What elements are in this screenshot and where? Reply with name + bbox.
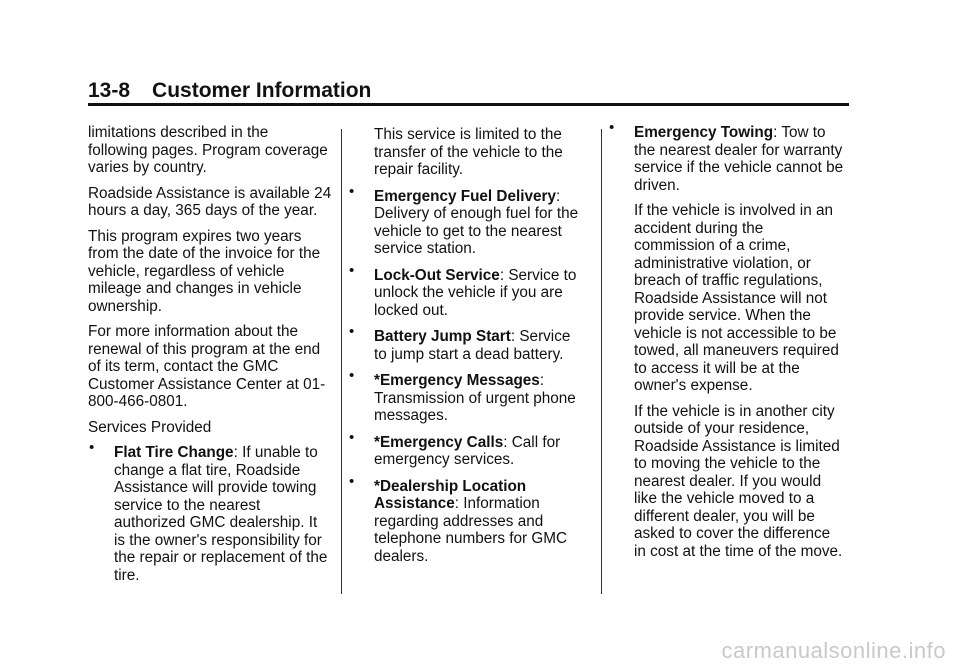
list-item-battery: [348, 323, 584, 363]
desc-flat-tire: : If unable to change a flat tire, Roadside Assistance will provide towing service to the nearest authorized GMC dealership. It is the owner's responsibility for the repair or replacement of the tire.: [114, 444, 328, 584]
header-rule: [88, 103, 849, 106]
term-flat-tire: Flat Tire Change: [114, 444, 234, 461]
term-battery: Battery Jump Start: [374, 328, 511, 345]
bullet-icon: •: [349, 428, 355, 446]
page-number: 13-8: [88, 79, 131, 102]
term-towing: Emergency Towing: [634, 124, 774, 141]
paragraph-availability: Roadside Assistance is available 24 hours a day, 365 days of the year.: [88, 184, 332, 219]
bullet-icon: •: [89, 439, 95, 456]
desc-calls: : Call for emergency services.: [374, 433, 561, 468]
section-title: Customer Information: [152, 79, 372, 102]
paragraph-transfer: This service is limited to the transfer of the vehicle to the repair facility.: [374, 126, 563, 178]
term-calls: *Emergency Calls: [374, 433, 504, 451]
list-item-fuel: [348, 182, 584, 258]
term-dealership: *Dealership Location Assistance: [374, 477, 527, 512]
paragraph-contact: For more information about the renewal of this program at the end of its term, contact the GMC Customer Assistance Center at 01-800-466-0801.: [88, 323, 326, 410]
page-header: [88, 79, 371, 103]
desc-dealership: : Information regarding addresses and telephone numbers for GMC dealers.: [374, 495, 568, 565]
desc-lockout: : Service to unlock the vehicle if you are locked out.: [374, 266, 577, 319]
bullet-icon: •: [349, 261, 355, 279]
column-2: [348, 124, 584, 574]
desc-battery: : Service to jump start a dead battery.: [374, 328, 571, 363]
paragraph-limitations: limitations described in the following pages. Program coverage varies by country.: [88, 124, 328, 176]
list-item-flat-tire: [88, 439, 332, 584]
desc-fuel: : Delivery of enough fuel for the vehicle to get to the nearest service station.: [374, 187, 579, 257]
paragraph-accident: If the vehicle is involved in an accident during the commission of a crime, administrative violation, or breach of traffic regulations, Roadside Assistance will not provide service. When the vehicle is not accessible to be towed, all maneuvers required to access it will be at the owner's expense.: [634, 202, 839, 394]
bullet-icon: •: [349, 472, 355, 490]
list-item-calls: [348, 428, 584, 469]
subheading-services: Services Provided: [88, 418, 212, 436]
column-divider-1: [341, 129, 342, 594]
desc-towing: : Tow to the nearest dealer for warranty service if the vehicle cannot be driven.: [634, 124, 844, 194]
bullet-icon: •: [349, 323, 355, 340]
column-divider-2: [601, 129, 602, 594]
list-item-dealership: [348, 472, 584, 566]
term-fuel: Emergency Fuel Delivery: [374, 187, 556, 205]
term-messages: *Emergency Messages: [374, 372, 540, 389]
list-item-towing: [608, 119, 846, 560]
watermark: carmanualsonline.info: [721, 638, 946, 663]
list-item-continuation: [348, 126, 584, 179]
column-3: [608, 119, 846, 569]
bullet-icon: •: [349, 182, 355, 200]
bullet-icon: •: [609, 119, 615, 136]
column-1: [88, 124, 332, 593]
desc-messages: : Transmission of urgent phone messages.: [374, 372, 576, 424]
paragraph-other-city: If the vehicle is in another city outside of your residence, Roadside Assistance is limited to moving the vehicle to the nearest dealer. If you would like the vehicle moved to a different dealer, you will be asked to cover the difference in cost at the time of the move.: [634, 402, 843, 560]
list-item-messages: [348, 367, 584, 425]
list-item-lockout: [348, 261, 584, 320]
paragraph-expiry: This program expires two years from the date of the invoice for the vehicle, regardless of vehicle mileage and changes in vehicle ownership.: [88, 227, 321, 315]
bullet-icon: •: [349, 367, 355, 384]
term-lockout: Lock-Out Service: [374, 266, 500, 284]
